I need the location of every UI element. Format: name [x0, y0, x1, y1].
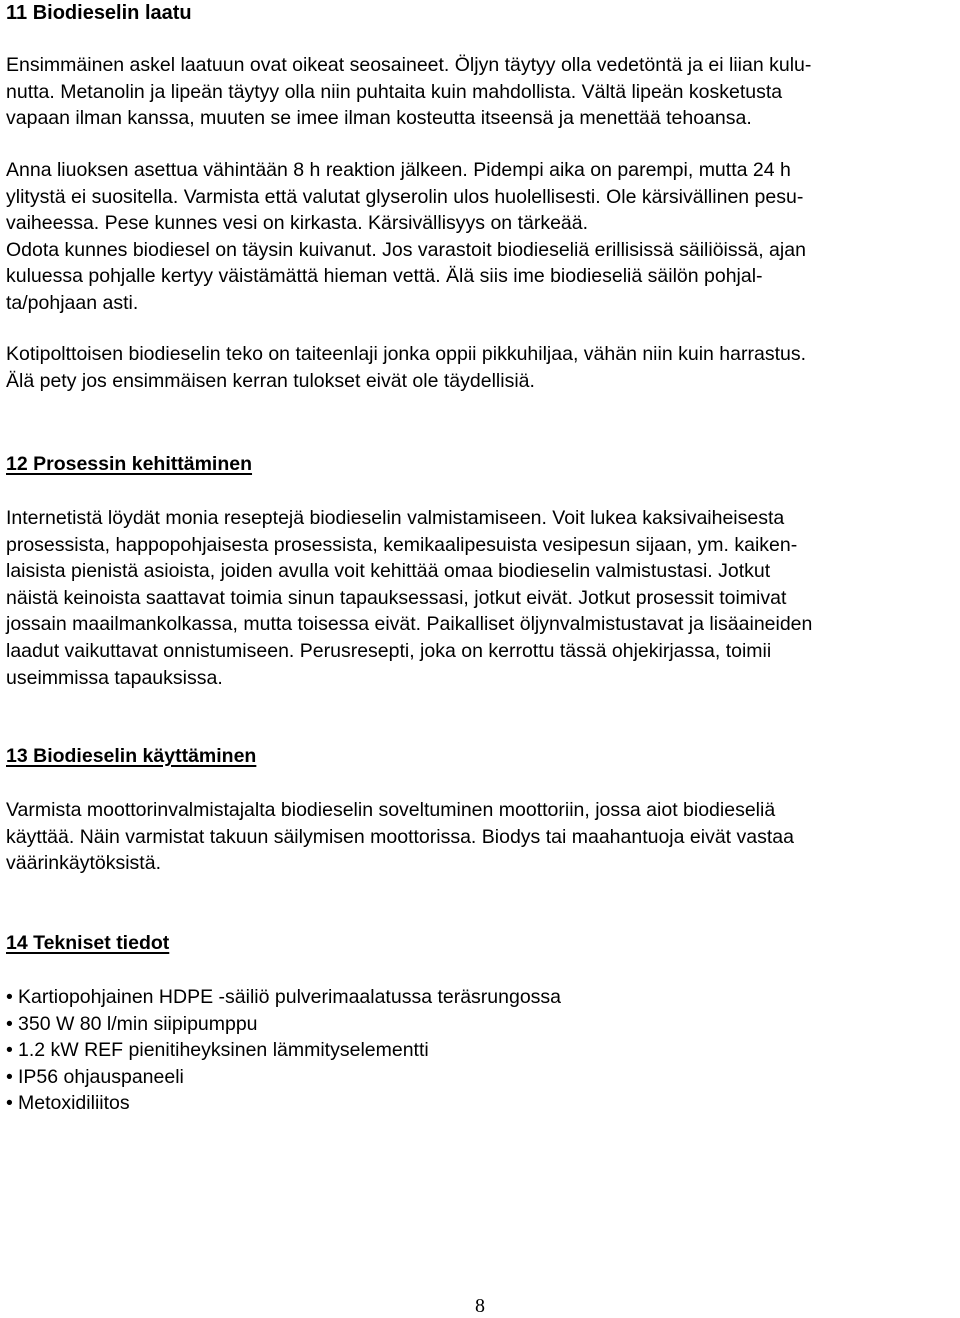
- list-item: [6, 1090, 561, 1117]
- text-line: jossain maailmankolkassa, mutta toisessa eivät. Paikalliset öljynvalmistustavat ja lisäaineiden: [6, 613, 813, 636]
- text-line: väärinkäytöksistä.: [6, 852, 161, 875]
- text-line: Ensimmäinen askel laatuun ovat oikeat seosaineet. Öljyn täytyy olla vedetöntä ja ei liian kulu-: [6, 54, 812, 76]
- section-13-heading: 13 Biodieselin käyttäminen: [6, 745, 257, 767]
- section-13-paragraph-1: [6, 797, 954, 877]
- text-line: Älä pety jos ensimmäisen kerran tulokset eivät ole täydellisiä.: [6, 369, 535, 392]
- bullet-icon: •: [6, 1039, 13, 1062]
- section-11-paragraph-3: [6, 341, 954, 394]
- text-line: näistä keinoista saattavat toimia sinun tapauksessasi, jotkut eivät. Jotkut prosessit toimivat: [6, 586, 787, 609]
- bullet-icon: •: [6, 1065, 13, 1088]
- text-line: Internetistä löydät monia reseptejä biodieselin valmistamiseen. Voit lukea kaksivaiheisesta: [6, 507, 785, 529]
- list-item: [6, 984, 561, 1011]
- section-11-paragraph-1: [6, 52, 954, 132]
- list-item-text: 350 W 80 l/min siipipumppu: [18, 1012, 258, 1035]
- text-line: useimmissa tapauksissa.: [6, 666, 223, 689]
- text-line: Kotipolttoisen biodieselin teko on taiteenlaji jonka oppii pikkuhiljaa, vähän niin kuin harrastus.: [6, 343, 807, 365]
- text-line: vapaan ilman kanssa, muuten se imee ilman kosteutta itseensä ja menettää tehoansa.: [6, 107, 752, 130]
- bullet-icon: •: [6, 1092, 13, 1115]
- bullet-icon: •: [6, 986, 13, 1008]
- section-14-heading: 14 Tekniset tiedot: [6, 932, 170, 954]
- text-line: Odota kunnes biodiesel on täysin kuivanut. Jos varastoit biodieseliä erillisissä säiliöissä, ajan: [6, 238, 806, 261]
- text-line: ylitystä ei suositella. Varmista että valutat glyserolin ulos huolellisesti. Ole kärsivällinen pesu-: [6, 185, 804, 208]
- list-item-text: IP56 ohjauspaneeli: [18, 1065, 184, 1088]
- text-line: kuluessa pohjalle kertyy väistämättä hieman vettä. Älä siis ime biodieseliä säilön pohjal-: [6, 265, 763, 288]
- bullet-icon: •: [6, 1012, 13, 1035]
- text-line: Varmista moottorinvalmistajalta biodieselin soveltuminen moottoriin, jossa aiot biodieseliä: [6, 799, 776, 821]
- text-line: prosessista, happopohjaisesta prosessista, kemikaalipesuista vesipesun sijaan, ym. kaiken-: [6, 533, 798, 556]
- text-line: käyttää. Näin varmistat takuun säilymisen moottorissa. Biodys tai maahantuoja eivät vastaa: [6, 825, 794, 848]
- text-line: ta/pohjaan asti.: [6, 291, 139, 314]
- list-item-text: 1.2 kW REF pienitiheyksinen lämmityselementti: [18, 1039, 429, 1062]
- list-item-text: Kartiopohjainen HDPE -säiliö pulverimaalatussa teräsrungossa: [18, 986, 562, 1008]
- section-12-paragraph-1: [6, 505, 954, 691]
- text-line: laisista pienistä asioista, joiden avulla voit kehittää omaa biodieselin valmistustasi. Jotkut: [6, 560, 771, 583]
- list-item-text: Metoxidiliitos: [18, 1092, 130, 1115]
- page-number: 8: [475, 1295, 485, 1317]
- list-item: [6, 1037, 561, 1064]
- text-line: nutta. Metanolin ja lipeän täytyy olla niin puhtaita kuin mahdollista. Vältä lipeän kosketusta: [6, 80, 783, 103]
- section-11-paragraph-2: [6, 157, 954, 317]
- text-line: vaiheessa. Pese kunnes vesi on kirkasta. Kärsivällisyys on tärkeää.: [6, 212, 589, 235]
- list-item: [6, 1011, 561, 1038]
- text-line: Anna liuoksen asettua vähintään 8 h reaktion jälkeen. Pidempi aika on parempi, mutta 24 h: [6, 159, 791, 181]
- text-line: laadut vaikuttavat onnistumiseen. Perusresepti, joka on kerrottu tässä ohjekirjassa, toimii: [6, 639, 772, 662]
- technical-specs-list: [6, 984, 561, 1117]
- section-12-heading: 12 Prosessin kehittäminen: [6, 453, 253, 475]
- list-item: [6, 1064, 561, 1091]
- section-11-heading: 11 Biodieselin laatu: [6, 2, 192, 24]
